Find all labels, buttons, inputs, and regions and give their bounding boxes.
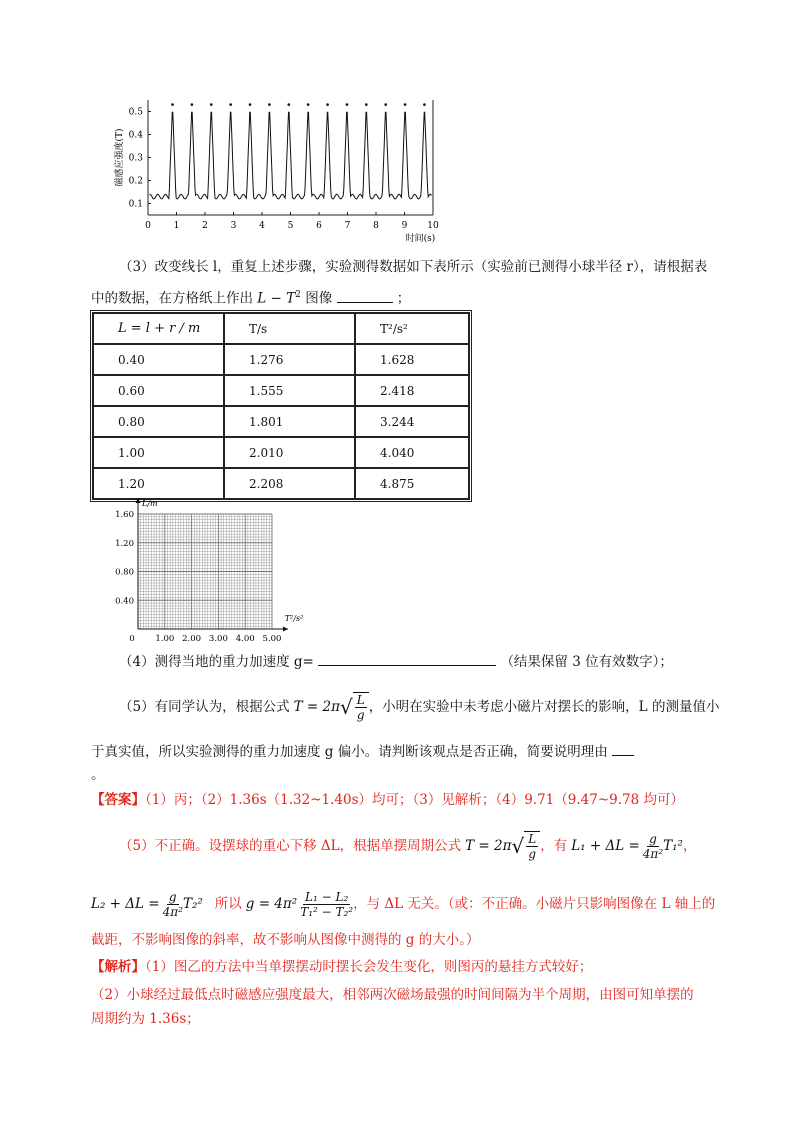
answer-eq1-num: g bbox=[649, 831, 657, 846]
table-cell: 4.875 bbox=[355, 468, 469, 499]
answer-comma: ， bbox=[682, 838, 697, 854]
q5-answer-blank[interactable] bbox=[612, 741, 634, 756]
answer-formula-T: T = 2π bbox=[465, 838, 512, 854]
magnetic-field-chart bbox=[108, 98, 453, 248]
table-cell: 4.040 bbox=[355, 437, 469, 468]
y-tick-label: 0.2 bbox=[128, 176, 143, 187]
peak-point bbox=[268, 103, 271, 106]
peak-point bbox=[365, 103, 368, 106]
x-tick-label: 1.00 bbox=[155, 634, 175, 644]
x-tick-label: 0 bbox=[145, 221, 151, 231]
q5-line1 bbox=[119, 690, 719, 724]
table-cell: 0.40 bbox=[93, 344, 224, 375]
table-header-row bbox=[93, 313, 469, 344]
table-row bbox=[93, 344, 469, 375]
peak-point bbox=[287, 103, 290, 106]
x-tick-label: 7 bbox=[344, 221, 351, 231]
x-tick-label: 1 bbox=[173, 221, 180, 231]
x-axis-label: T²/s² bbox=[284, 614, 304, 623]
peak-point bbox=[346, 103, 349, 106]
q4-line bbox=[119, 651, 673, 672]
x-tick-label: 2 bbox=[202, 221, 208, 231]
peak-point bbox=[249, 103, 252, 106]
answer-eq2-lhs: L₂ + ΔL = bbox=[91, 896, 160, 912]
answer-eq2-den: 4π² bbox=[162, 904, 183, 919]
answer-text2a: （5）不正确。设摆球的重心下移 ΔL，根据单摆周期公式 bbox=[119, 838, 462, 854]
x-tick-label: 3 bbox=[230, 221, 237, 231]
table-header-cell: L = l + r / m bbox=[93, 313, 224, 344]
table-cell: 1.276 bbox=[224, 344, 355, 375]
peak-point bbox=[210, 103, 213, 106]
x-tick-label: 4.00 bbox=[235, 634, 255, 644]
peak-point bbox=[384, 103, 387, 106]
q3-line2 bbox=[91, 285, 410, 309]
answer-eq3-den: T₁² − T₂² bbox=[300, 904, 354, 919]
analysis-text1: （1）图乙的方法中当单摆摆动时摆长会发生变化，则图丙的悬挂方式较好； bbox=[145, 959, 593, 975]
q5-line2 bbox=[91, 741, 634, 762]
q3-line2-end: ； bbox=[396, 290, 411, 307]
x-tick-label: 0 bbox=[129, 634, 135, 644]
chart1-plot bbox=[113, 100, 439, 244]
table-cell: 2.208 bbox=[224, 468, 355, 499]
table-cell: 0.60 bbox=[93, 375, 224, 406]
data-table bbox=[90, 310, 472, 502]
q4-text-b: （结果保留 3 位有效数字）； bbox=[500, 654, 673, 670]
analysis-tag: 【解析】 bbox=[91, 959, 145, 975]
analysis-line3: 周期约为 1.36s； bbox=[91, 1011, 200, 1027]
table-cell: 1.628 bbox=[355, 344, 469, 375]
answer-eq1-lhs: L₁ + ΔL = bbox=[571, 838, 640, 854]
q5-sqrt bbox=[353, 692, 369, 722]
sqrt-icon: √ bbox=[339, 695, 353, 719]
table-cell: 1.00 bbox=[93, 437, 224, 468]
peak-point bbox=[229, 103, 232, 106]
table-cell: 2.418 bbox=[355, 375, 469, 406]
answer-text2b: ，有 bbox=[540, 838, 568, 854]
x-tick-label: 5 bbox=[287, 221, 294, 231]
answer-eq1-den: 4π² bbox=[642, 846, 664, 861]
answer-frac bbox=[526, 832, 538, 861]
sqrt-icon: √ bbox=[511, 834, 525, 858]
answer-eq3-lhs: g = 4π² bbox=[245, 896, 298, 912]
y-tick-label: 0.40 bbox=[115, 596, 134, 607]
table-header-cell: T²/s² bbox=[355, 313, 469, 344]
q5-frac-num: L bbox=[356, 693, 365, 707]
q3-answer-blank[interactable] bbox=[337, 288, 393, 303]
q5-frac-den: g bbox=[356, 708, 365, 722]
y-tick-label: 1.20 bbox=[115, 538, 134, 549]
table-row bbox=[93, 406, 469, 437]
q4-text-a: （4）测得当地的重力加速度 g= bbox=[119, 654, 314, 670]
table-header-cell: T/s bbox=[224, 313, 355, 344]
q3-line2-text-b: 图像 bbox=[305, 290, 333, 307]
answer-line1 bbox=[91, 790, 684, 810]
y-axis-label: L/m bbox=[142, 499, 158, 508]
peak-point bbox=[191, 103, 194, 106]
x-tick-label: 2.00 bbox=[182, 634, 202, 644]
answer-frac-den: g bbox=[528, 847, 537, 861]
y-axis-label: 磁感应强度(T) bbox=[115, 128, 125, 187]
peak-point bbox=[404, 103, 407, 106]
x-arrow-icon bbox=[283, 627, 288, 632]
peak-point bbox=[326, 103, 329, 106]
q3-line2-sup: 2 bbox=[295, 290, 301, 300]
q5-line3: 。 bbox=[91, 767, 105, 783]
answer-eq1-T: T₁² bbox=[663, 838, 683, 854]
y-tick-label: 0.1 bbox=[128, 199, 143, 210]
y-tick-label: 0.4 bbox=[128, 130, 143, 141]
q5-line2-text: 于真实值，所以实验测得的重力加速度 g 偏小。请判断该观点是否正确，简要说明理由 bbox=[91, 744, 608, 760]
table-cell: 1.801 bbox=[224, 406, 355, 437]
x-axis-label: 时间(s) bbox=[405, 234, 436, 244]
y-tick-label: 1.60 bbox=[115, 510, 134, 520]
q5-formula-lhs: T = 2π bbox=[293, 699, 340, 715]
answer-eq2-T: T₂² bbox=[182, 896, 203, 912]
q4-answer-blank[interactable] bbox=[318, 651, 496, 666]
peak-point bbox=[423, 103, 426, 106]
table-row bbox=[93, 375, 469, 406]
analysis-line2: （2）小球经过最低点时磁感应强度最大，相邻两次磁场最强的时间间隔为半个周期，由图可知单摆的 bbox=[91, 987, 694, 1003]
q5-frac bbox=[355, 693, 367, 722]
table-row bbox=[93, 437, 469, 468]
answer-tag: 【答案】 bbox=[91, 792, 145, 808]
x-tick-label: 3.00 bbox=[208, 634, 228, 644]
answer-line4: 截距，不影响图像的斜率，故不影响从图像中测得的 g 的大小。） bbox=[91, 932, 480, 948]
table-cell: 1.20 bbox=[93, 468, 224, 499]
answer-text3b: 所以 bbox=[214, 896, 242, 912]
peak-point bbox=[307, 103, 310, 106]
analysis-line1 bbox=[91, 957, 592, 977]
y-tick-label: 0.5 bbox=[128, 107, 143, 118]
y-tick-label: 0.80 bbox=[115, 567, 134, 578]
x-tick-label: 6 bbox=[316, 221, 322, 231]
q3-line2-math: L − T bbox=[257, 290, 296, 307]
answer-line3 bbox=[91, 884, 715, 924]
table-cell: 1.555 bbox=[224, 375, 355, 406]
answer-frac-num: L bbox=[528, 832, 537, 846]
y-tick-label: 0.3 bbox=[128, 153, 143, 164]
field-series-line bbox=[149, 112, 431, 199]
answer-eq1-frac bbox=[643, 832, 663, 861]
table-cell: 3.244 bbox=[355, 406, 469, 437]
answer-eq3-frac bbox=[300, 890, 353, 919]
table-cell: 0.80 bbox=[93, 406, 224, 437]
chart2-plot bbox=[115, 498, 303, 644]
x-tick-label: 4 bbox=[259, 221, 265, 231]
graph-paper-chart[interactable] bbox=[108, 492, 308, 644]
answer-eq2-frac bbox=[163, 890, 183, 919]
x-tick-label: 8 bbox=[373, 221, 379, 231]
x-tick-label: 5.00 bbox=[262, 634, 282, 644]
x-tick-label: 10 bbox=[427, 221, 439, 231]
q5-text-a: （5）有同学认为，根据公式 bbox=[119, 699, 290, 715]
q3-line2-text: 中的数据，在方格纸上作出 bbox=[91, 290, 253, 307]
table-cell: 2.010 bbox=[224, 437, 355, 468]
answer-eq3-num: L₁ − L₂ bbox=[305, 889, 349, 904]
answer-text3c: ，与 ΔL 无关。（或：不正确。小磁片只影响图像在 L 轴上的 bbox=[353, 896, 716, 912]
q5-text-b: ，小明在实验中未考虑小磁片对摆长的影响，L 的测量值小 bbox=[368, 699, 720, 715]
peak-point bbox=[171, 103, 174, 106]
q3-line1: （3）改变线长 l，重复上述步骤，实验测得数据如下表所示（实验前已测得小球半径 r），请根据表 bbox=[119, 259, 708, 275]
y-arrow-icon bbox=[136, 498, 141, 503]
answer-eq2-num: g bbox=[168, 889, 177, 904]
answer-line2 bbox=[119, 826, 696, 866]
answer-sqrt bbox=[524, 831, 540, 861]
answer-text1: （1）丙；（2）1.36s（1.32~1.40s）均可；（3）见解析；（4）9.71（9.47~9.78 均可） bbox=[145, 792, 684, 808]
x-tick-label: 9 bbox=[401, 221, 408, 231]
